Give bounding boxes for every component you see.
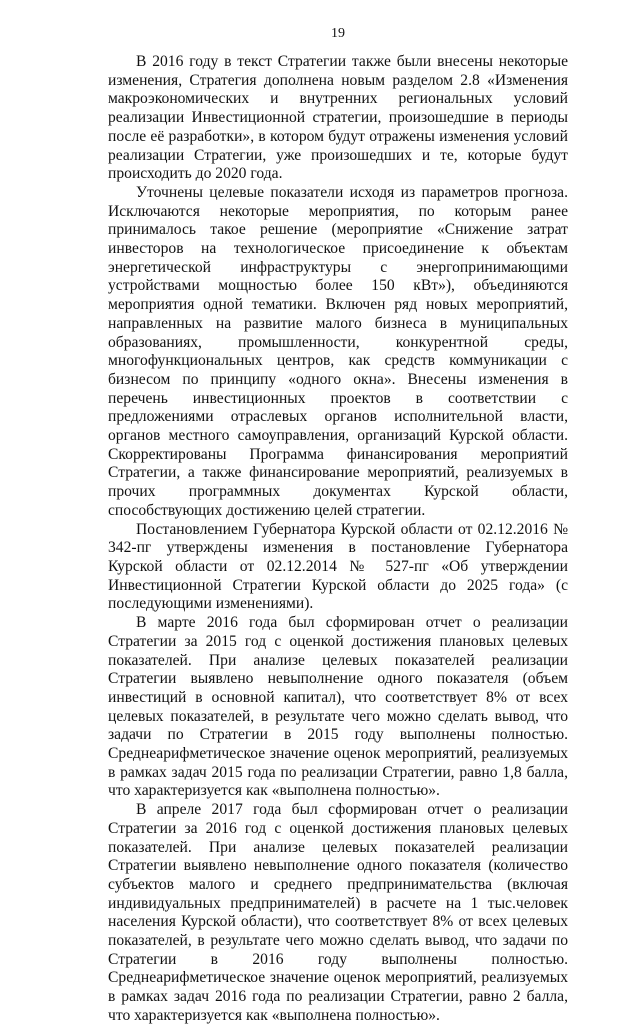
paragraph-report-2015: В марте 2016 года был сформирован отчет о реализации Стратегии за 2015 год с оценкой достижения плановых целевых показателей. При анализе целевых показателей реализации Стратегии выявлено невыполнение одного показателя (объем инвестиций в основной капитал), что соответствует 8% от всех целевых показателей, в результате чего можно сделать вывод, что задачи по Стратегии в 2015 году выполнены полностью. Среднеарифметическое значение оценок мероприятий, реализуемых в рамках задач 2015 года по реализации Стратегии, равно 1,8 балла, что характеризуется как «выполнена полностью». [108, 614, 568, 800]
paragraph-report-2016: В апреле 2017 года был сформирован отчет о реализации Стратегии за 2016 год с оценкой достижения плановых целевых показателей. При анализе целевых показателей реализации Стратегии выявлено невыполнение одного показателя (количество субъектов малого и среднего предпринимательства (включая индивидуальных предпринимателей) в расчете на 1 тыс.человек населения Курской области), что соответствует 8% от всех целевых показателей, в результате чего можно сделать вывод, что задачи по Стратегии в 2016 году выполнены полностью. Среднеарифметическое значение оценок мероприятий, реализуемых в рамках задач 2016 года по реализации Стратегии, равно 2 балла, что характеризуется как «выполнена полностью». [108, 801, 568, 1024]
paragraph-strategy-changes-2016: В 2016 году в текст Стратегии также были внесены некоторые изменения, Стратегия дополнена новым разделом 2.8 «Изменения макроэкономических и внутренних региональных условий реализации Инвестиционной стратегии, произошедшие в периоды после её разработки», в котором будут отражены изменения условий реализации Стратегии, уже произошедших и те, которые будут происходить до 2020 года. [108, 53, 568, 183]
paragraph-targets-refined: Уточнены целевые показатели исходя из параметров прогноза. Исключаются некоторые мероприятия, по которым ранее принималось такое решение (мероприятие «Снижение затрат инвесторов на технологическое присоединение к объектам энергетической инфраструктуры с энергопринимающими устройствами мощностью более 150 кВт»), объединяются мероприятия одной тематики. Включен ряд новых мероприятий, направленных на развитие малого бизнеса в муниципальных образованиях, промышленности, конкурентной среды, многофункциональных центров, как средств коммуникации с бизнесом по принципу «одного окна». Внесены изменения в перечень инвестиционных проектов в соответствии с предложениями отраслевых органов исполнительной власти, органов местного самоуправления, организаций Курской области. Скорректированы Программа финансирования мероприятий Стратегии, а также финансирование мероприятий, реализуемых в прочих программных документах Курской области, способствующих достижению целей стратегии. [108, 183, 568, 519]
paragraph-governor-decree: Постановлением Губернатора Курской области от 02.12.2016 № 342-пг утверждены изменения в постановление Губернатора Курской области от 02.12.2014 № 527-пг «Об утверждении Инвестиционной Стратегии Курской области до 2025 года» (с последующими изменениями). [108, 520, 568, 613]
page-number: 19 [331, 26, 345, 41]
